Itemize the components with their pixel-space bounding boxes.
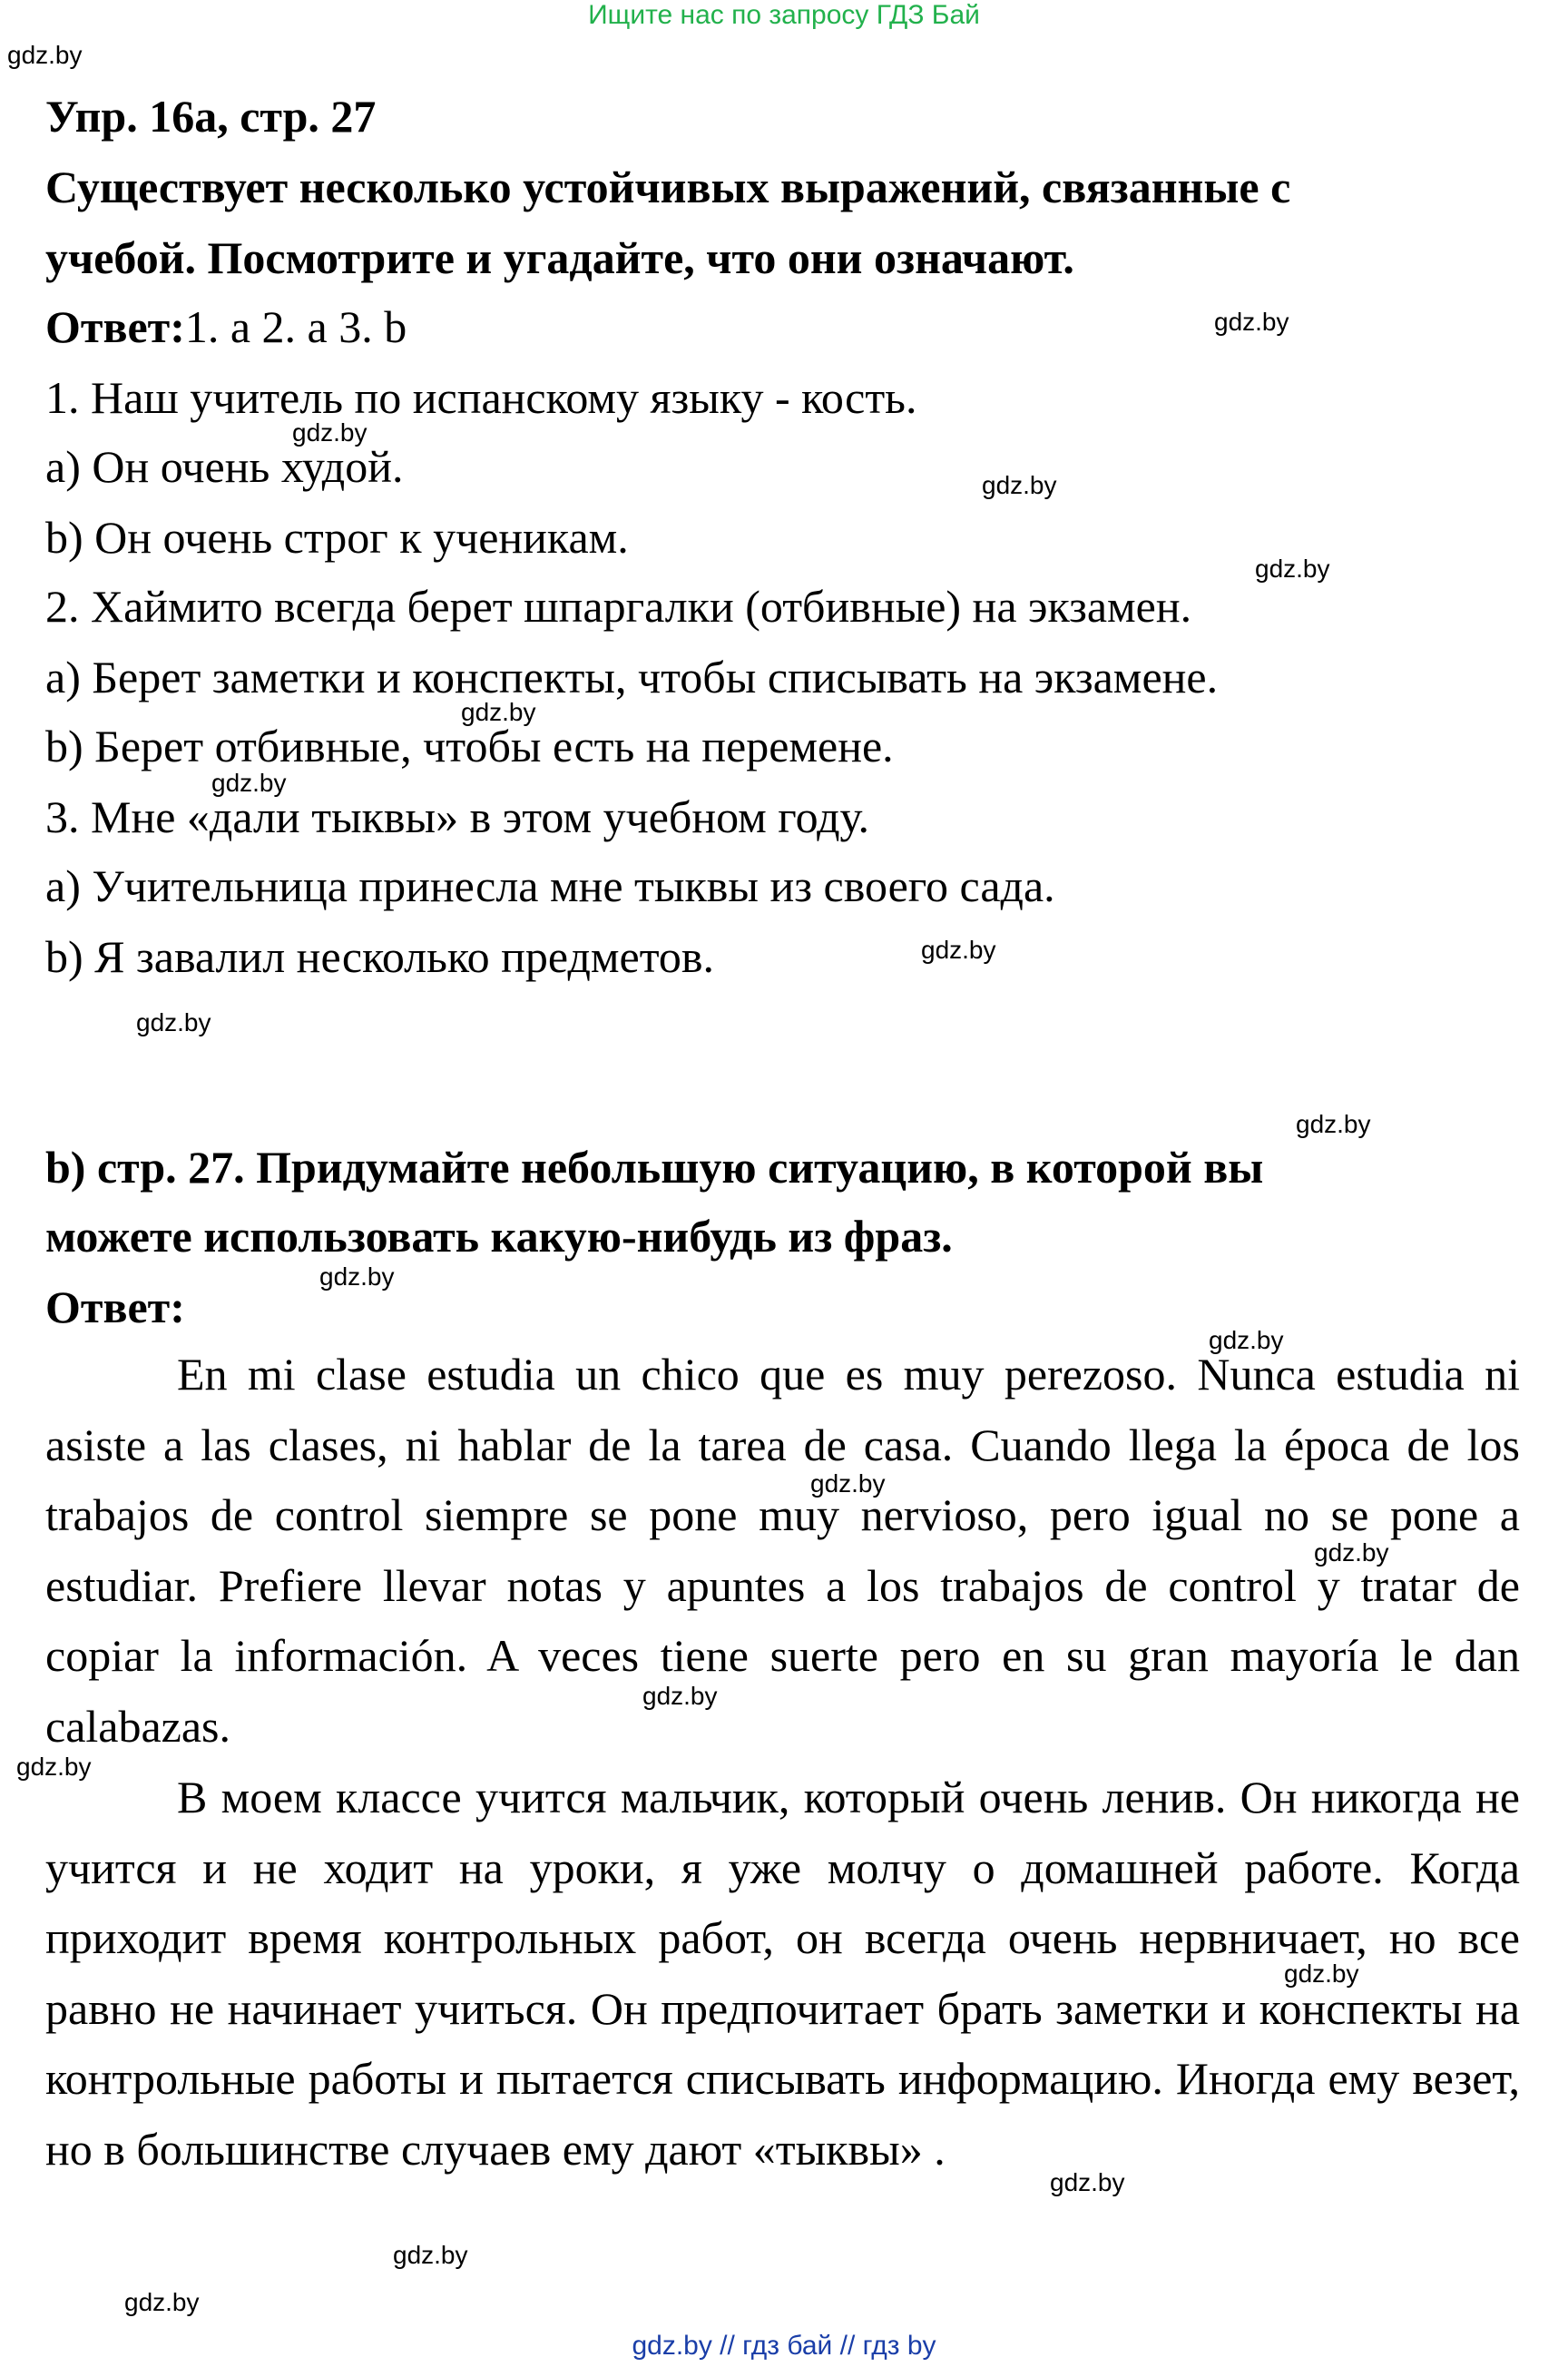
task-b-line-2: можете использовать какую-нибудь из фраз.: [45, 1211, 953, 1262]
watermark: gdz.by: [136, 1008, 211, 1036]
task-b-line-1: b) стр. 27. Придумайте небольшую ситуацию, в которой вы: [45, 1142, 1264, 1193]
watermark: gdz.by: [292, 418, 368, 447]
watermark: gdz.by: [7, 41, 83, 69]
watermark: gdz.by: [393, 2241, 468, 2269]
answer-value: 1. a 2. a 3. b: [184, 301, 407, 352]
answer-b-label: Ответ:: [45, 1282, 185, 1332]
watermark: gdz.by: [921, 936, 996, 964]
option-line: a) Он очень худой.: [45, 441, 404, 492]
watermark: gdz.by: [1296, 1110, 1371, 1138]
task-text-line-2: учебой. Посмотрите и угадайте, что они означают.: [45, 232, 1074, 283]
answer-label: Ответ:: [45, 301, 185, 352]
watermark: gdz.by: [810, 1469, 886, 1498]
watermark: gdz.by: [16, 1753, 92, 1781]
task-text-line-1: Существует несколько устойчивых выражений, связанные с: [45, 162, 1291, 212]
option-line: 2. Хаймито всегда берет шпаргалки (отбивные) на экзамен.: [45, 581, 1192, 632]
watermark: gdz.by: [1214, 308, 1289, 336]
option-line: b) Я завалил несколько предметов.: [45, 931, 715, 982]
paragraph-spanish: En mi clase estudia un chico que es muy perezoso. Nunca estudia ni asiste a las clases, ni hablar de la tarea de casa. Cuando llega la época de los trabajos de control siempre se pone muy nervioso, pero igual no se pone a estudiar. Prefiere llevar notas y apuntes a los trabajos de control y tratar de copiar la información. A veces tiene suerte pero en su gran mayoría le dan calabazas.: [45, 1349, 1520, 1752]
watermark: gdz.by: [319, 1262, 395, 1291]
top-banner[interactable]: Ищите нас по запросу ГДЗ Бай: [588, 0, 980, 30]
watermark: gdz.by: [211, 769, 287, 797]
option-line: a) Учительница принесла мне тыквы из своего сада.: [45, 860, 1055, 911]
watermark: gdz.by: [982, 471, 1057, 499]
exercise-heading: Упр. 16а, стр. 27: [45, 91, 377, 142]
watermark: gdz.by: [1314, 1538, 1389, 1567]
watermark: gdz.by: [642, 1682, 718, 1710]
watermark: gdz.by: [1209, 1326, 1284, 1354]
watermark: gdz.by: [1050, 2168, 1125, 2196]
option-line: b) Он очень строг к ученикам.: [45, 512, 629, 563]
watermark: gdz.by: [1255, 555, 1330, 583]
option-line: 3. Мне «дали тыквы» в этом учебном году.: [45, 791, 870, 842]
watermark: gdz.by: [124, 2288, 200, 2316]
option-line: 1. Наш учитель по испанскому языку - кость.: [45, 372, 917, 423]
answer-line: [45, 300, 407, 354]
watermark: gdz.by: [461, 698, 536, 726]
watermark: gdz.by: [1284, 1959, 1359, 1988]
option-line: b) Берет отбивные, чтобы есть на перемене.: [45, 721, 894, 771]
option-line: a) Берет заметки и конспекты, чтобы списывать на экзамене.: [45, 652, 1219, 702]
paragraph-russian: В моем классе учится мальчик, который очень ленив. Он никогда не учится и не ходит на уроки, я уже молчу о домашней работе. Когда приходит время контрольных работ, он всегда очень нервничает, но все равно не начинает учиться. Он предпочитает брать заметки и конспекты на контрольные работы и пытается списывать информацию. Иногда ему везет, но в большинстве случаев ему дают «тыквы» .: [45, 1772, 1520, 2175]
footer-links[interactable]: gdz.by // гдз бай // гдз by: [632, 2331, 936, 2361]
